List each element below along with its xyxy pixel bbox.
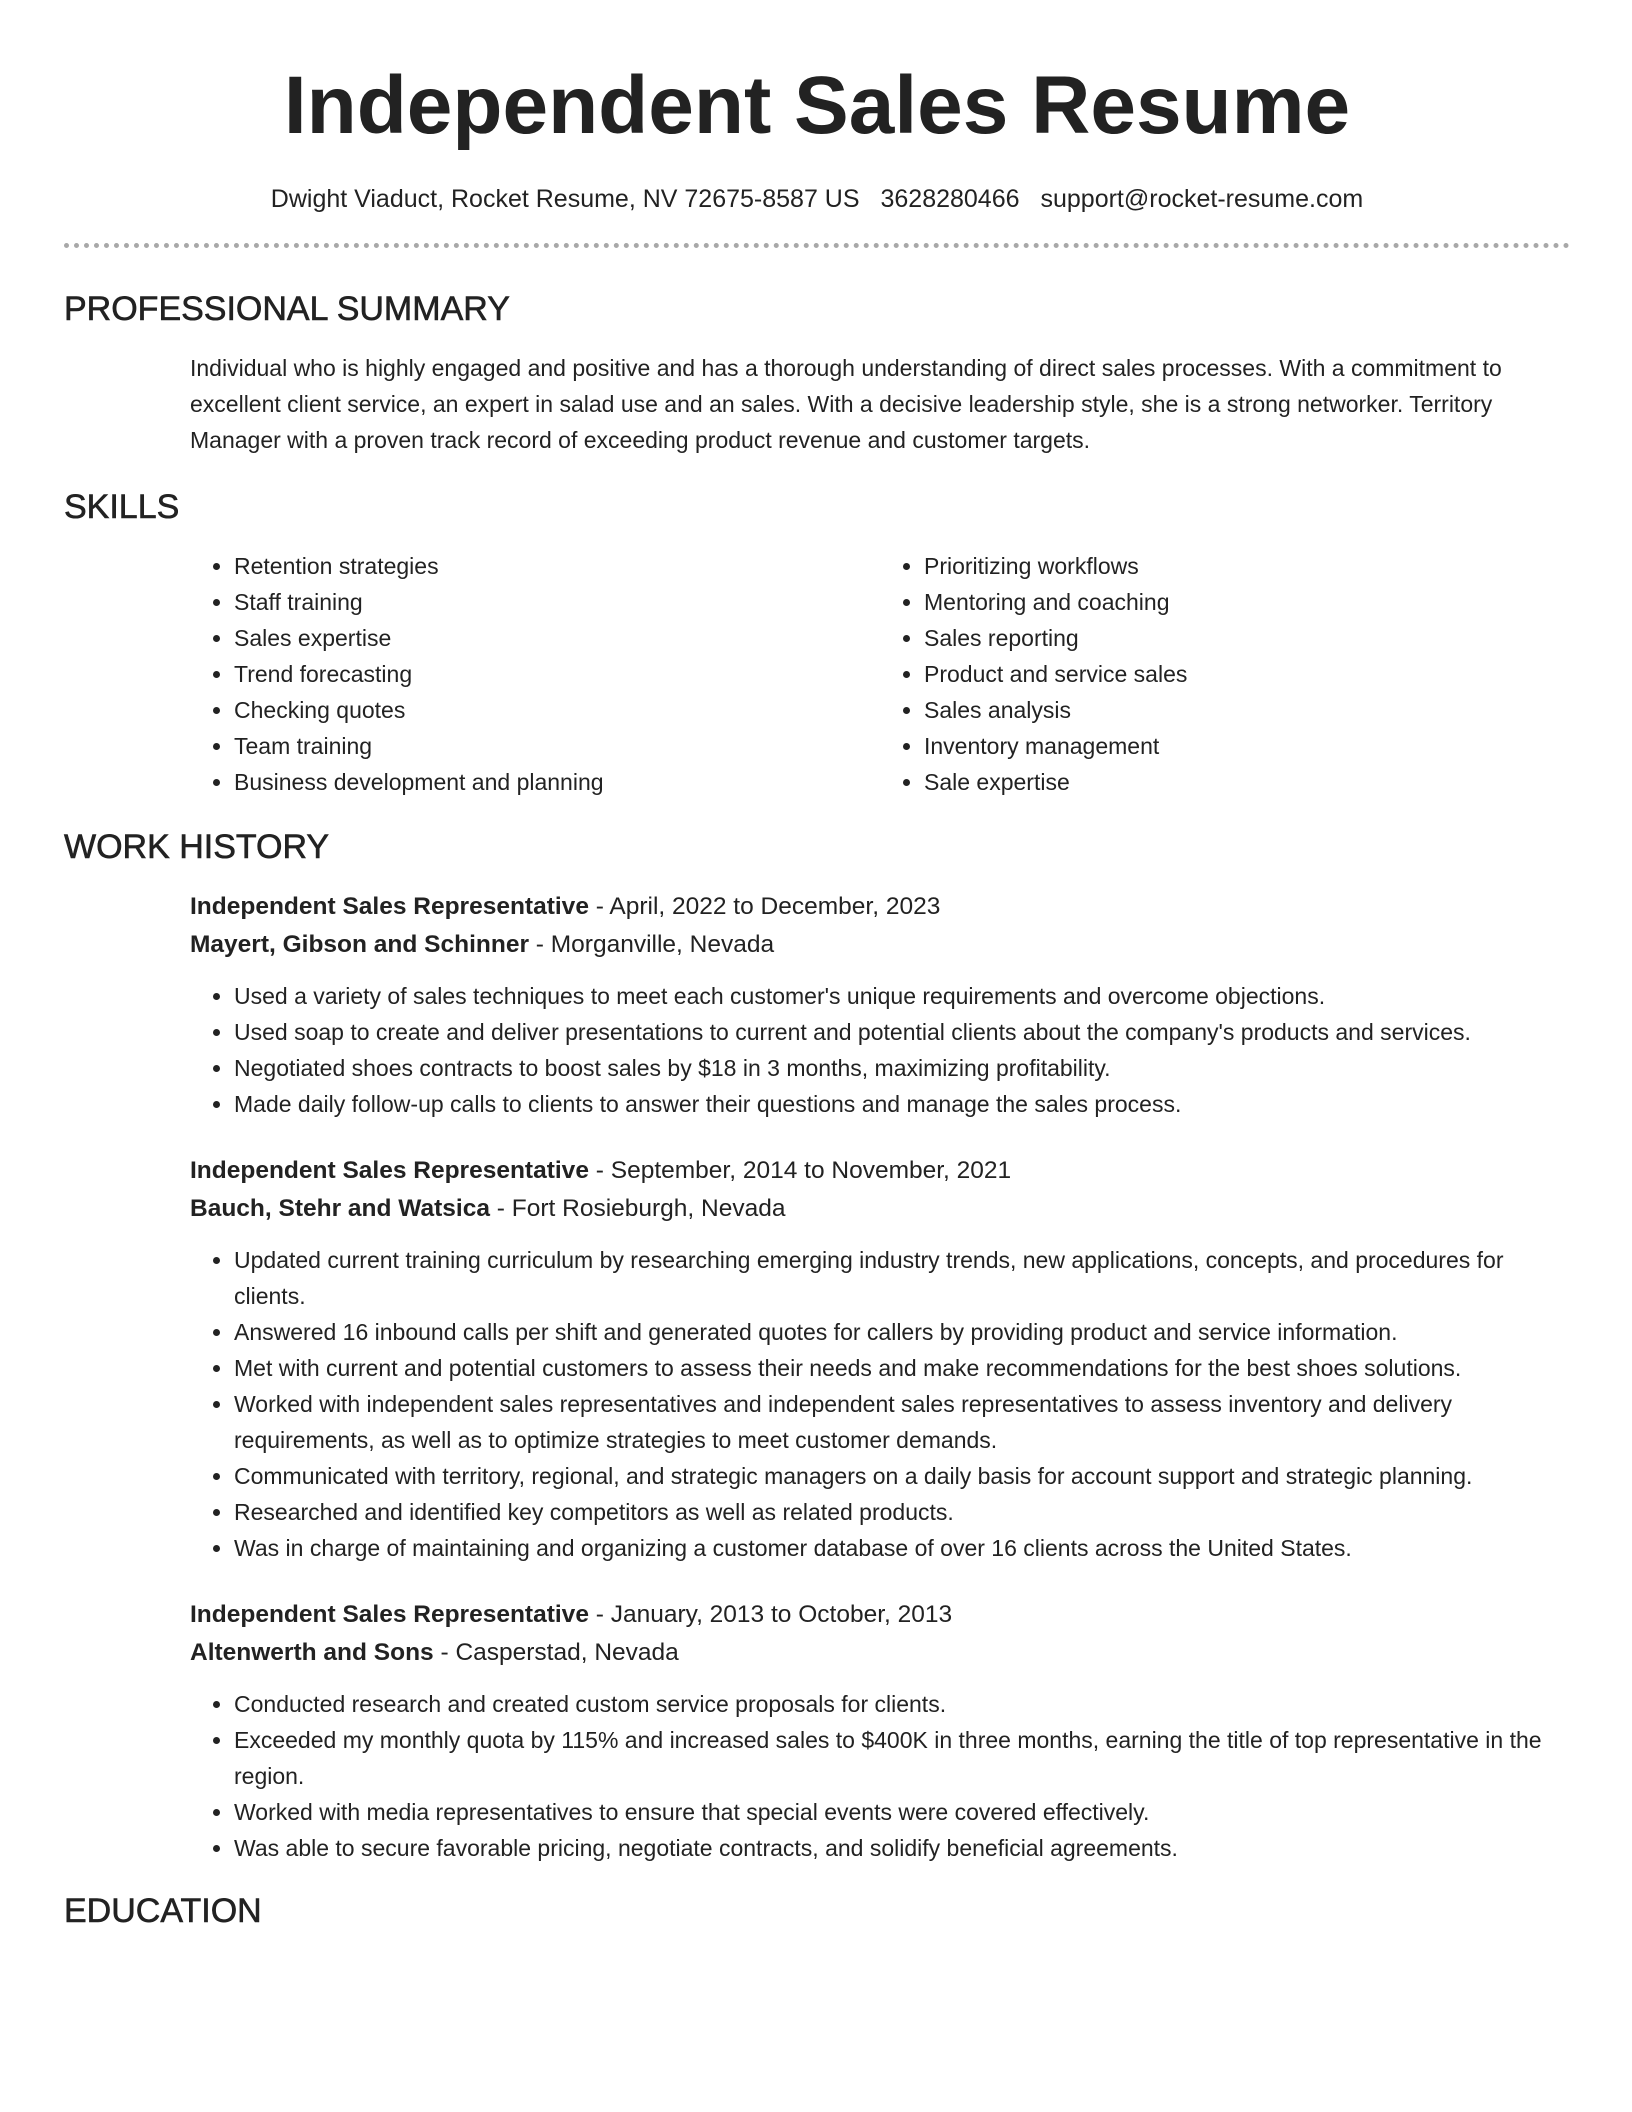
skill-item: • Product and service sales bbox=[924, 656, 1570, 692]
skills-column-left bbox=[190, 548, 880, 800]
job-location: - Morganville, Nevada bbox=[528, 931, 775, 958]
job-bullets bbox=[190, 978, 1570, 1122]
skill-item: • Trend forecasting bbox=[234, 656, 880, 692]
job-dates: - January, 2013 to October, 2013 bbox=[588, 1601, 953, 1628]
skill-item: • Sales analysis bbox=[924, 692, 1570, 728]
contact-line bbox=[64, 182, 1570, 216]
job-bullet: • Used a variety of sales techniques to meet each customer's unique requirements and overcome objections. bbox=[234, 978, 1570, 1014]
job-title-line bbox=[190, 1152, 1570, 1190]
job-bullet: • Was able to secure favorable pricing, negotiate contracts, and solidify beneficial agreements. bbox=[234, 1830, 1570, 1866]
job-company-line bbox=[190, 926, 1570, 964]
job-title-line bbox=[190, 888, 1570, 926]
skill-item: • Sales reporting bbox=[924, 620, 1570, 656]
header-divider bbox=[64, 243, 1570, 248]
skill-item: • Team training bbox=[234, 728, 880, 764]
contact-address: Dwight Viaduct, Rocket Resume, NV 72675-8587 US bbox=[270, 185, 860, 213]
summary-heading: PROFESSIONAL SUMMARY bbox=[64, 290, 510, 328]
job-bullet: • Exceeded my monthly quota by 115% and increased sales to $400K in three months, earning the title of top representative in the region. bbox=[234, 1722, 1570, 1794]
skill-item: • Staff training bbox=[234, 584, 880, 620]
job-bullet: • Conducted research and created custom service proposals for clients. bbox=[234, 1686, 1570, 1722]
skills-heading: SKILLS bbox=[64, 488, 180, 526]
job-bullet: • Met with current and potential customers to assess their needs and make recommendations for the best shoes solutions. bbox=[234, 1350, 1570, 1386]
skill-item: • Retention strategies bbox=[234, 548, 880, 584]
skill-item: • Checking quotes bbox=[234, 692, 880, 728]
job-company: Altenwerth and Sons bbox=[190, 1639, 434, 1666]
skill-item: • Business development and planning bbox=[234, 764, 880, 800]
job-dates: - April, 2022 to December, 2023 bbox=[588, 893, 941, 920]
job-bullet: • Communicated with territory, regional, and strategic managers on a daily basis for account support and strategic planning. bbox=[234, 1458, 1570, 1494]
skills-column-right bbox=[880, 548, 1570, 800]
skill-item: • Sale expertise bbox=[924, 764, 1570, 800]
job-entry bbox=[190, 1152, 1570, 1566]
skill-item: • Sales expertise bbox=[234, 620, 880, 656]
job-company: Bauch, Stehr and Watsica bbox=[190, 1195, 490, 1222]
job-title: Independent Sales Representative bbox=[190, 893, 589, 920]
job-bullet: • Negotiated shoes contracts to boost sales by $18 in 3 months, maximizing profitability. bbox=[234, 1050, 1570, 1086]
job-bullet: • Was in charge of maintaining and organizing a customer database of over 16 clients across the United States. bbox=[234, 1530, 1570, 1566]
job-entry bbox=[190, 888, 1570, 1122]
job-bullet: • Worked with media representatives to ensure that special events were covered effectively. bbox=[234, 1794, 1570, 1830]
work-history-heading: WORK HISTORY bbox=[64, 828, 330, 866]
skill-item: • Prioritizing workflows bbox=[924, 548, 1570, 584]
job-dates: - September, 2014 to November, 2021 bbox=[588, 1157, 1012, 1184]
job-location: - Fort Rosieburgh, Nevada bbox=[489, 1195, 786, 1222]
job-title: Independent Sales Representative bbox=[190, 1157, 589, 1184]
job-company-line bbox=[190, 1634, 1570, 1672]
resume-title: Independent Sales Resume bbox=[283, 60, 1351, 151]
job-location: - Casperstad, Nevada bbox=[433, 1639, 679, 1666]
job-title-line bbox=[190, 1596, 1570, 1634]
job-company-line bbox=[190, 1190, 1570, 1228]
summary-text: Individual who is highly engaged and positive and has a thorough understanding of direct sales processes. With a commitment to excellent client service, an expert in salad use and an sales. With a decisive leadership style, she is a strong networker. Territory Manager with a proven track record of exceeding product revenue and customer targets. bbox=[190, 355, 1502, 453]
job-title: Independent Sales Representative bbox=[190, 1601, 589, 1628]
education-heading: EDUCATION bbox=[64, 1892, 262, 1930]
skills-list bbox=[190, 548, 1570, 800]
job-entry bbox=[190, 1596, 1570, 1866]
job-bullet: • Used soap to create and deliver presentations to current and potential clients about the company's products and services. bbox=[234, 1014, 1570, 1050]
job-bullet: • Updated current training curriculum by researching emerging industry trends, new applications, concepts, and procedures for clients. bbox=[234, 1242, 1570, 1314]
skill-item: • Inventory management bbox=[924, 728, 1570, 764]
job-bullet: • Answered 16 inbound calls per shift and generated quotes for callers by providing product and service information. bbox=[234, 1314, 1570, 1350]
job-company: Mayert, Gibson and Schinner bbox=[190, 931, 529, 958]
resume-page bbox=[64, 0, 1570, 1932]
job-bullet: • Researched and identified key competitors as well as related products. bbox=[234, 1494, 1570, 1530]
contact-email: support@rocket-resume.com bbox=[1040, 185, 1364, 213]
skill-item: • Mentoring and coaching bbox=[924, 584, 1570, 620]
job-bullets bbox=[190, 1242, 1570, 1566]
job-bullet: • Made daily follow-up calls to clients to answer their questions and manage the sales process. bbox=[234, 1086, 1570, 1122]
job-bullets bbox=[190, 1686, 1570, 1866]
contact-phone: 3628280466 bbox=[880, 185, 1020, 213]
job-bullet: • Worked with independent sales representatives and independent sales representatives to assess inventory and delivery requirements, as well as to optimize strategies to meet customer demands. bbox=[234, 1386, 1570, 1458]
